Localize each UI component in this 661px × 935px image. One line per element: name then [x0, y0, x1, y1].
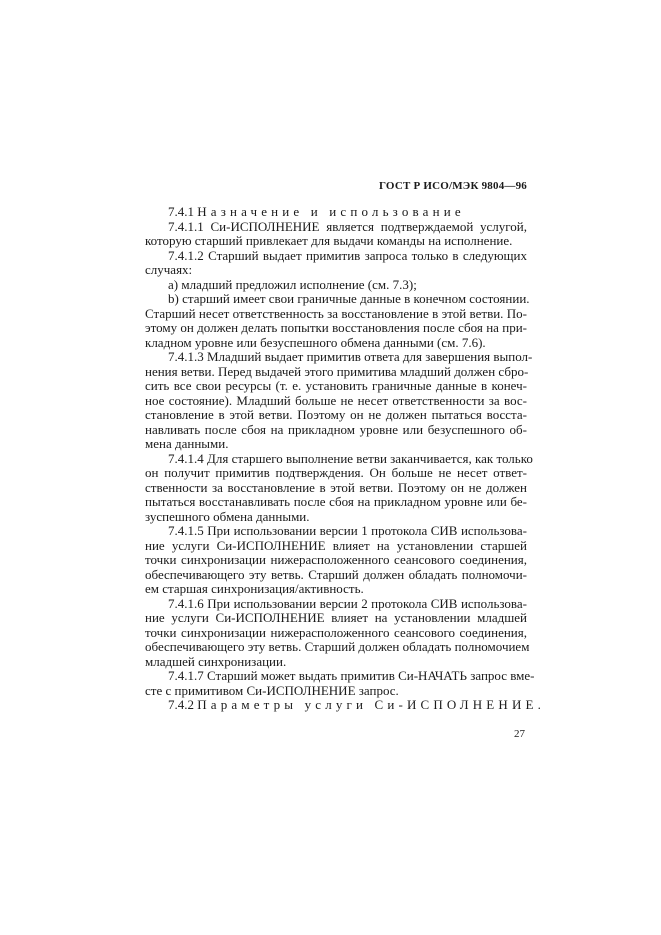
text-line: 7.4.1.5 При использовании версии 1 протокола СИВ использова-: [168, 523, 527, 538]
text-line: ное состояние). Младший больше не несет ответственности за вос-: [145, 392, 527, 408]
list-item-b: b) старший имеет свои граничные данные в конечном состоянии.: [168, 291, 530, 306]
text-line: которую старший привлекает для выдачи команды на исполнение.: [145, 233, 513, 248]
section-number: 7.4.2: [168, 697, 194, 712]
text-line: Старший несет ответственность за восстановление в этой ветви. По-: [145, 305, 527, 321]
text-line: 7.4.1.2 Старший выдает примитив запроса только в следующих: [168, 247, 527, 263]
text-line: нения ветви. Перед выдачей этого примитива младший должен сбро-: [145, 363, 529, 379]
text-line: обеспечивающего эту ветвь. Старший должен обладать полномочием: [145, 639, 530, 654]
text-line: становление в этой ветви. Поэтому он не должен пытаться восста-: [145, 407, 527, 422]
text-line: 7.4.1.4 Для старшего выполнение ветви заканчивается, как только: [168, 450, 533, 466]
section-title: Параметры услуги Си-ИСПОЛНЕНИЕ.: [197, 697, 546, 712]
section-heading-7-4-1: [145, 205, 527, 220]
section-title: Назначение и использование: [197, 204, 465, 219]
text-line: сить все свои ресурсы (т. е. установить граничные данные в конеч-: [145, 378, 527, 393]
section-heading-7-4-2: [145, 697, 546, 713]
text-line: сте с примитивом Си-ИСПОЛНЕНИЕ запрос.: [145, 682, 399, 698]
text-line: 7.4.1.3 Младший выдает примитив ответа для завершения выпол-: [168, 349, 533, 364]
text-line: ственности за восстановление в этой ветви. Поэтому он не должен: [145, 479, 527, 495]
text-line: 7.4.1.1 Си-ИСПОЛНЕНИЕ является подтверждаемой услугой,: [168, 218, 527, 234]
section-number: 7.4.1: [168, 204, 194, 219]
text-line: обеспечивающего эту ветвь. Старший должен обладать полномочи-: [145, 566, 527, 582]
list-item-a: а) младший предложил исполнение (см. 7.3);: [168, 276, 417, 292]
text-line: 7.4.1.7 Старший может выдать примитив Си-НАЧАТЬ запрос вме-: [168, 668, 535, 683]
text-line: навливать после сбоя на прикладном уровне или безуспешного об-: [145, 421, 527, 437]
page-number: 27: [514, 728, 525, 740]
text-line: пытаться восстанавливать после сбоя на прикладном уровне или бе-: [145, 494, 527, 509]
text-line: он получит примитив подтверждения. Он больше не несет ответ-: [145, 465, 527, 480]
text-line: ние услуги Си-ИСПОЛНЕНИЕ влияет на установлении старшей: [145, 537, 527, 553]
text-line: ние услуги Си-ИСПОЛНЕНИЕ влияет на установлении младшей: [145, 610, 527, 625]
text-line: кладном уровне или безуспешного обмена данными (см. 7.6).: [145, 334, 486, 350]
text-line: ем старшая синхронизация/активность.: [145, 581, 364, 596]
text-line: случаях:: [145, 262, 193, 277]
text-line: мена данными.: [145, 436, 229, 451]
text-line: зуспешного обмена данными.: [145, 508, 310, 524]
standard-header: ГОСТ Р ИСО/МЭК 9804—96: [379, 180, 527, 192]
text-line: младшей синхронизации.: [145, 653, 287, 669]
text-line: точки синхронизации нижерасположенного сеансового соединения,: [145, 624, 527, 640]
text-line: 7.4.1.6 При использовании версии 2 протокола СИВ использова-: [168, 595, 527, 611]
text-line: этому он должен делать попытки восстановления после сбоя на при-: [145, 320, 527, 335]
text-line: точки синхронизации нижерасположенного сеансового соединения,: [145, 552, 527, 567]
document-body: [145, 204, 546, 713]
